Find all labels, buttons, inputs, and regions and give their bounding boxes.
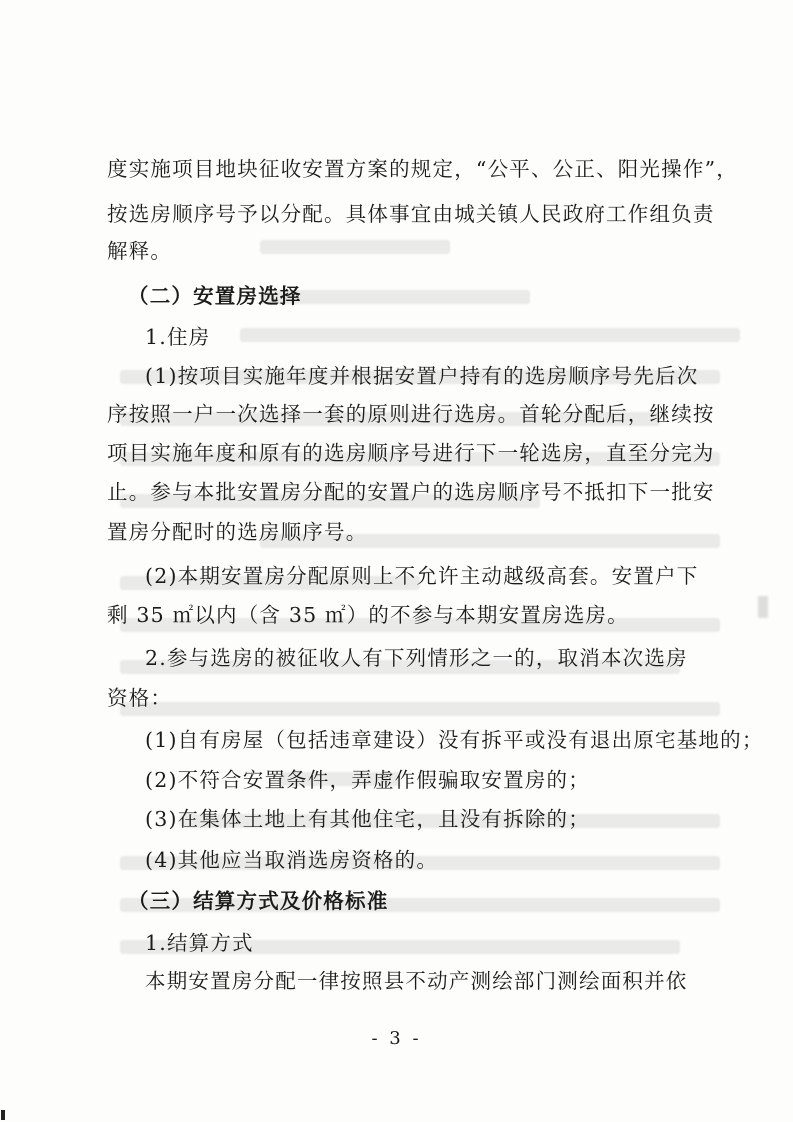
paragraph-line: 项目实施年度和原有的选房顺序号进行下一轮选房，直至分完为 bbox=[107, 441, 715, 465]
paragraph-line: (2)本期安置房分配原则上不允许主动越级高套。安置户下 bbox=[145, 564, 699, 588]
paragraph-line: 止。参与本批安置房分配的安置户的选房顺序号不抵扣下一批安 bbox=[107, 480, 715, 504]
scan-edge-mark bbox=[1, 1110, 5, 1120]
list-item: (4)其他应当取消选房资格的。 bbox=[145, 848, 439, 872]
paragraph-line: 度实施项目地块征收安置方案的规定，“公平、公正、阳光操作”， bbox=[107, 157, 738, 181]
subsection-heading: 1.住房 bbox=[145, 325, 211, 349]
paragraph-line: 按选房顺序号予以分配。具体事宜由城关镇人民政府工作组负责 bbox=[107, 202, 715, 226]
paragraph-line: 置房分配时的选房顺序号。 bbox=[107, 520, 368, 544]
paragraph-line: 序按照一户一次选择一套的原则进行选房。首轮分配后，继续按 bbox=[107, 402, 715, 426]
margin-smudge bbox=[758, 596, 768, 618]
list-item: (2)不符合安置条件，弄虚作假骗取安置房的； bbox=[145, 768, 590, 792]
paragraph-line: 2.参与选房的被征收人有下列情形之一的，取消本次选房 bbox=[145, 646, 688, 670]
paragraph-line: 剩 35 ㎡以内（含 35 ㎡）的不参与本期安置房选房。 bbox=[107, 603, 629, 627]
paragraph-line: 本期安置房分配一律按照县不动产测绘部门测绘面积并依 bbox=[145, 969, 688, 993]
paragraph-line: 解释。 bbox=[107, 239, 173, 263]
paragraph-line: (1)按项目实施年度并根据安置户持有的选房顺序号先后次 bbox=[145, 364, 699, 388]
subsection-heading: 1.结算方式 bbox=[145, 931, 254, 955]
list-item: (3)在集体土地上有其他住宅，且没有拆除的； bbox=[145, 807, 590, 831]
section-heading: （三）结算方式及价格标准 bbox=[128, 889, 389, 913]
page-number: - 3 - bbox=[371, 1028, 422, 1049]
list-item: (1)自有房屋（包括违章建设）没有拆平或没有退出原宅基地的； bbox=[145, 728, 764, 752]
paragraph-line: 资格： bbox=[107, 686, 173, 710]
section-heading: （二）安置房选择 bbox=[128, 284, 302, 308]
